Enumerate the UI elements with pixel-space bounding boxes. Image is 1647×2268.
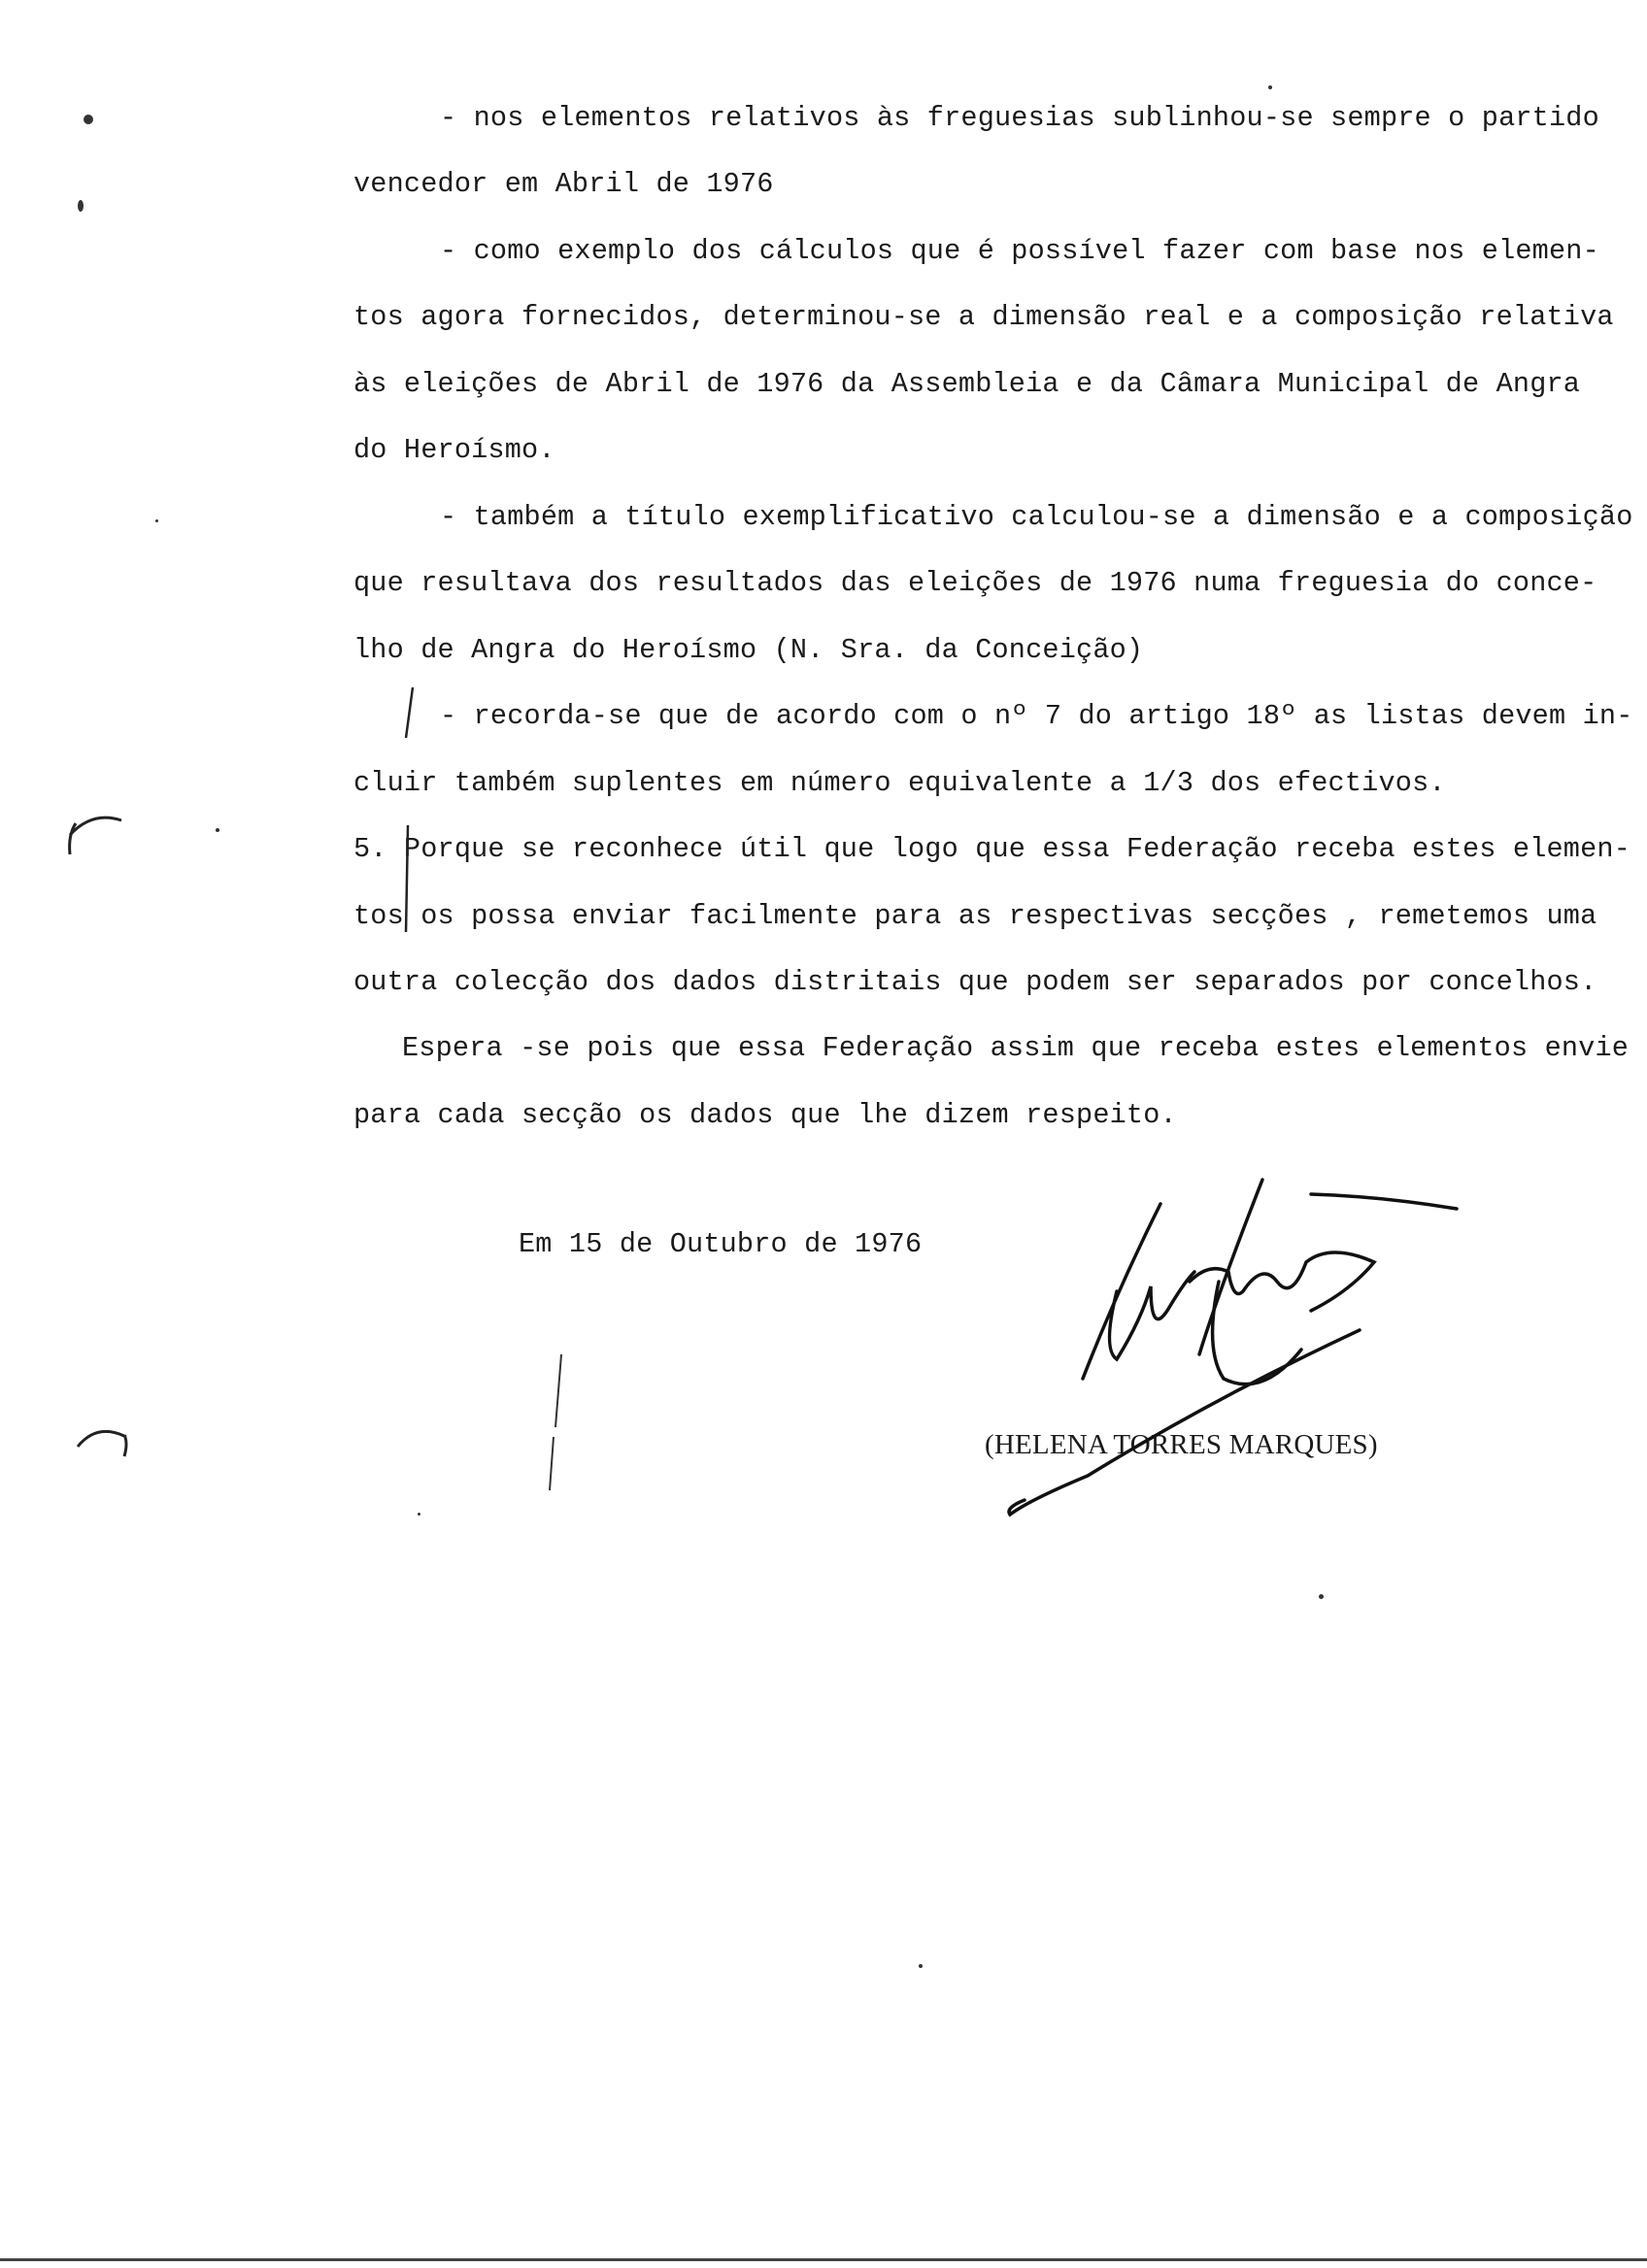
text-line: do Heroísmo.	[353, 434, 555, 466]
text-line: - recorda-se que de acordo com o nº 7 do artigo 18º as listas devem in-	[440, 700, 1633, 732]
punch-hole-icon	[78, 1431, 126, 1456]
signatory-name: (HELENA TORRES MARQUES)	[985, 1429, 1378, 1460]
text-line: cluir também suplentes em número equivalente a 1/3 dos efectivos.	[353, 767, 1446, 799]
punch-hole-icon	[70, 817, 121, 854]
speck-mark	[418, 1513, 420, 1516]
text-line: 5. Porque se reconhece útil que logo que essa Federação receba estes elemen-	[353, 833, 1631, 865]
text-line: Espera -se pois que essa Federação assim que receba estes elementos envie	[402, 1032, 1630, 1064]
text-line: para cada secção os dados que lhe dizem respeito.	[353, 1099, 1177, 1131]
text-line: - também a título exemplificativo calculou-se a dimensão e a composição	[440, 501, 1633, 533]
signature-drawing	[1009, 1180, 1457, 1515]
speck-mark	[216, 828, 219, 832]
text-line: tos agora fornecidos, determinou-se a dimensão real e a composição relativa	[353, 301, 1614, 333]
speck-mark	[78, 200, 84, 212]
bottom-border-line	[0, 2258, 1647, 2261]
text-line: lho de Angra do Heroísmo (N. Sra. da Conceição)	[353, 634, 1144, 666]
speck-mark	[919, 1964, 923, 1968]
text-line: - como exemplo dos cálculos que é possível fazer com base nos elemen-	[440, 235, 1599, 267]
speck-mark	[84, 115, 93, 124]
date-line: Em 15 de Outubro de 1976	[519, 1228, 923, 1260]
text-line: às eleições de Abril de 1976 da Assembleia e da Câmara Municipal de Angra	[353, 368, 1581, 400]
text-line: - nos elementos relativos às freguesias sublinhou-se sempre o partido	[440, 102, 1599, 134]
text-line: outra colecção dos dados distritais que podem ser separados por concelhos.	[353, 966, 1597, 998]
text-line: vencedor em Abril de 1976	[353, 168, 774, 200]
text-line: tos os possa enviar facilmente para as respectivas secções , remetemos uma	[353, 900, 1597, 932]
text-line: que resultava dos resultados das eleições de 1976 numa freguesia do conce-	[353, 567, 1597, 599]
speck-mark	[1268, 85, 1272, 89]
speck-mark	[155, 519, 158, 522]
pen-stroke-mark	[550, 1354, 561, 1490]
margin-bracket-mark	[406, 687, 413, 932]
speck-mark	[1319, 1594, 1324, 1599]
